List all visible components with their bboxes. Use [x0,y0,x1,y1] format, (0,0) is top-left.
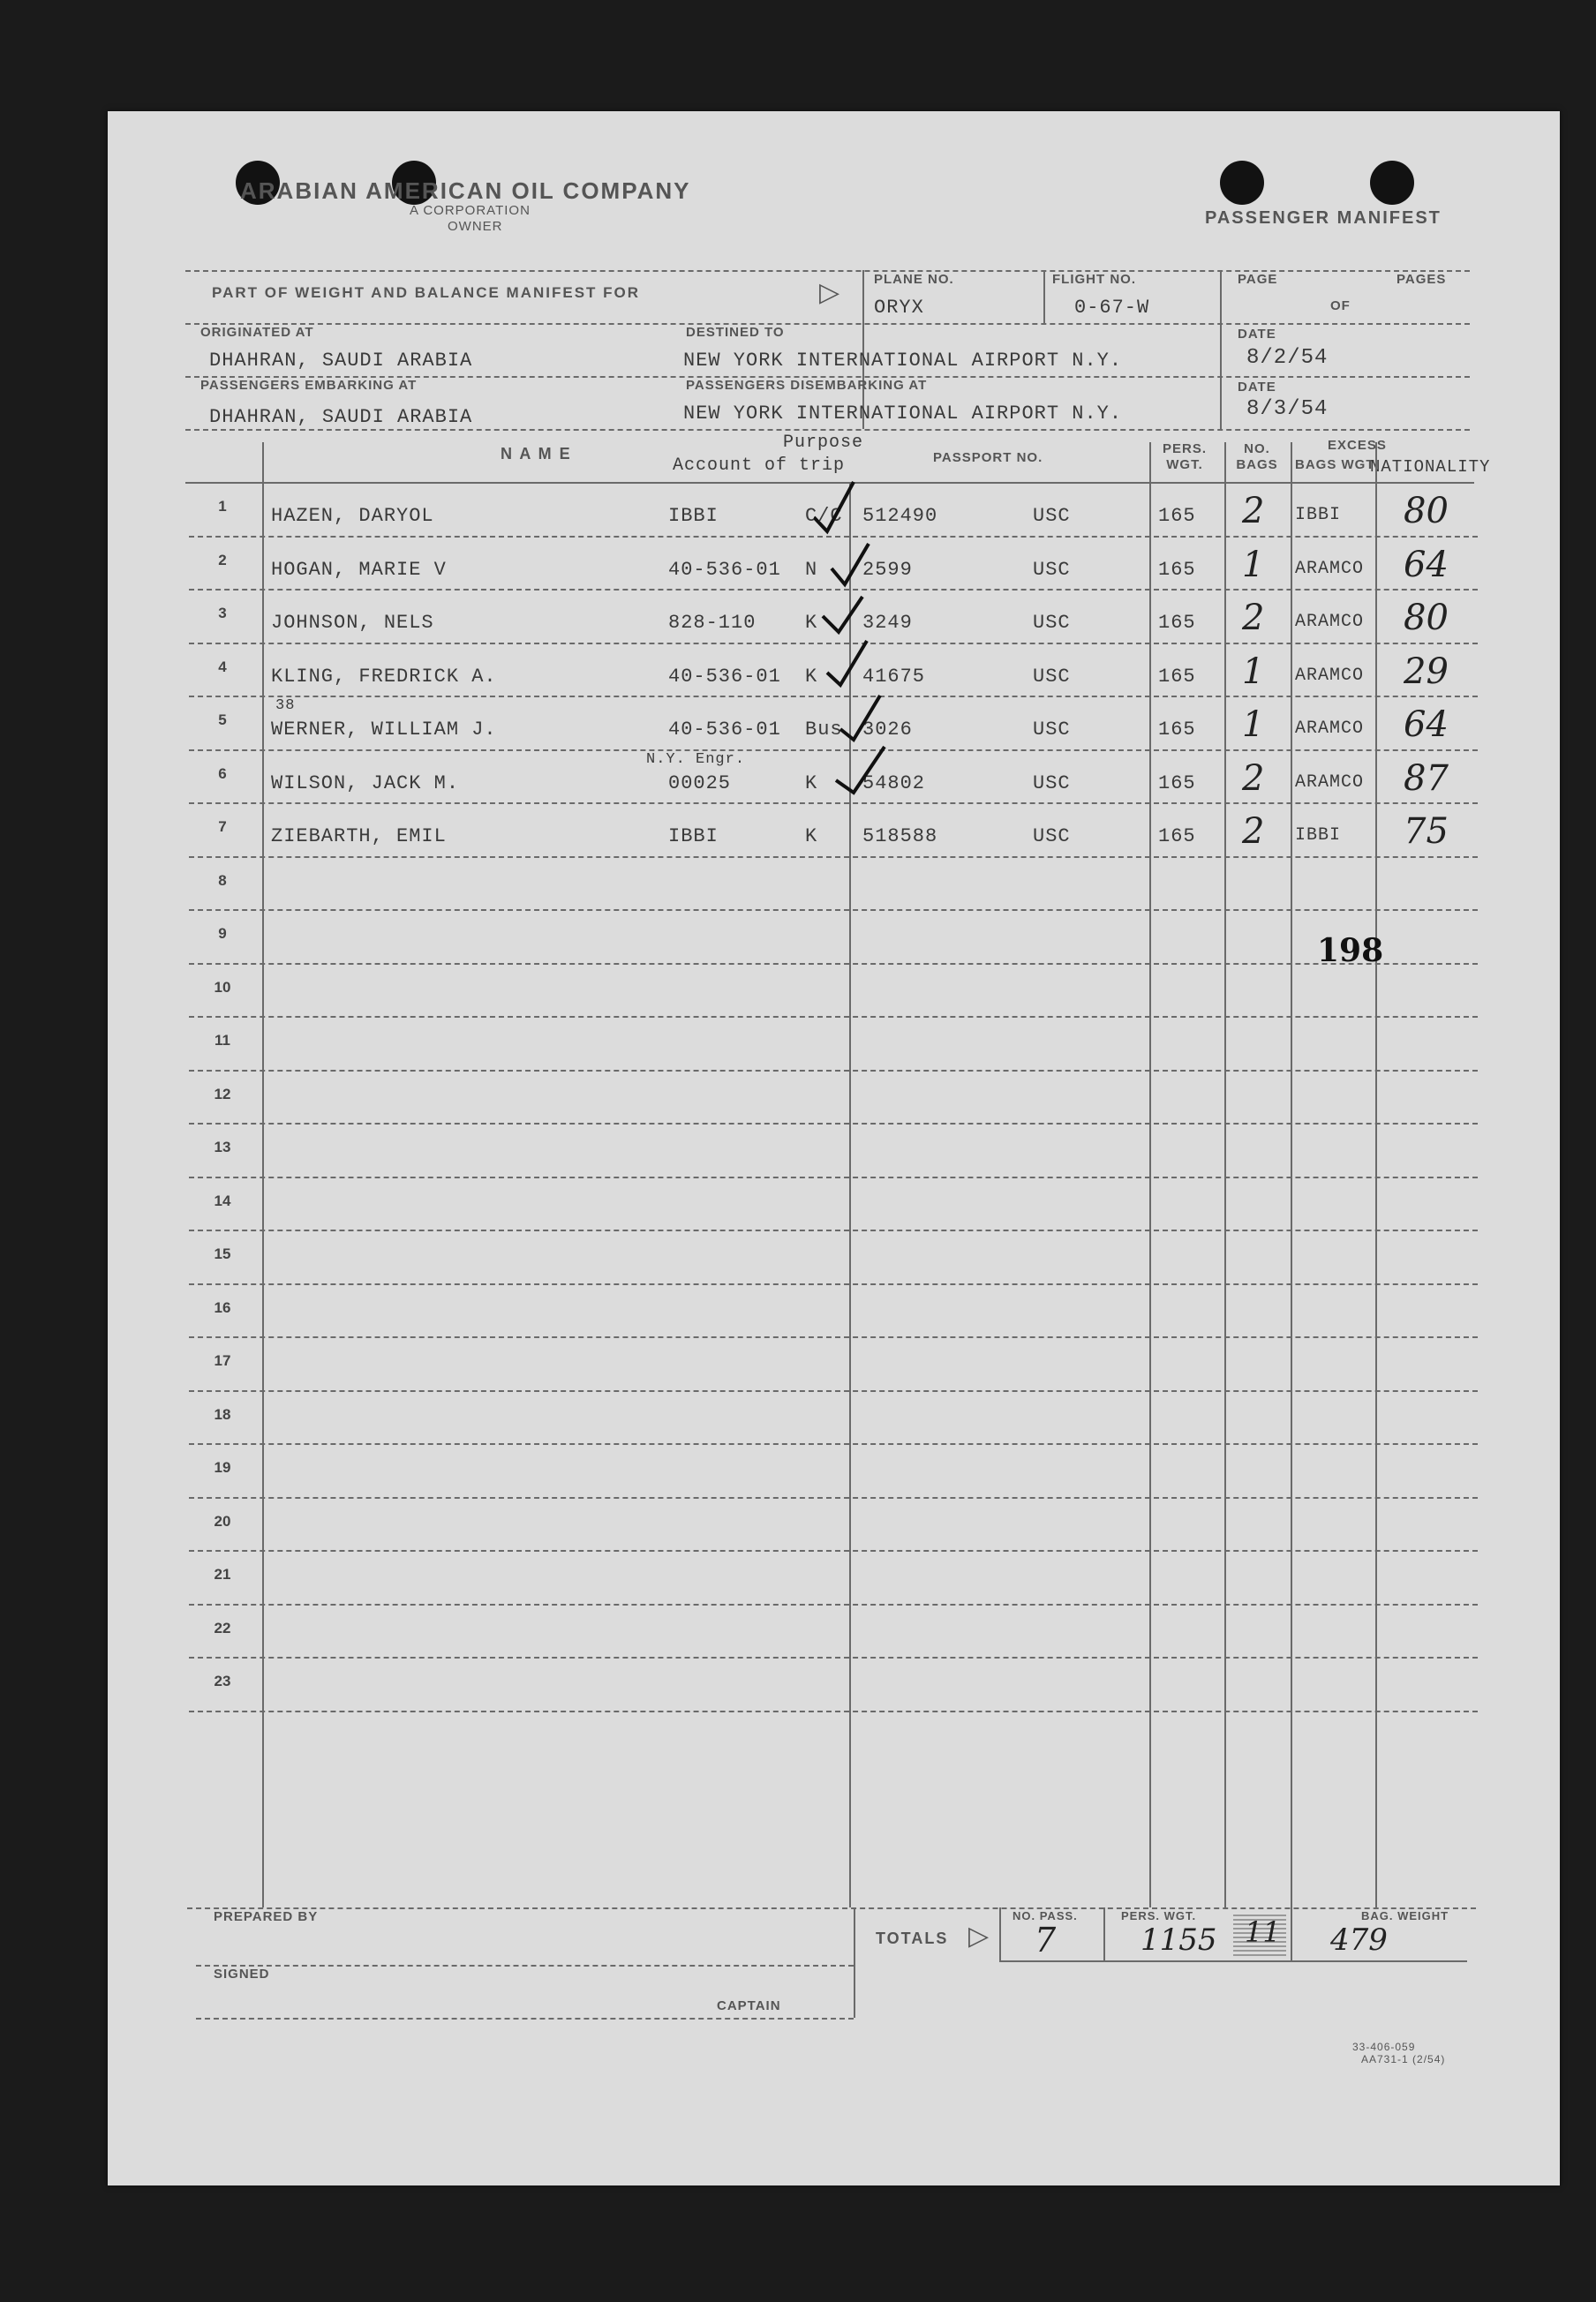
row-number: 14 [214,1192,231,1209]
of-label: OF [1330,298,1351,313]
pers-wgt-total-label: PERS. WGT. [1121,1909,1197,1922]
purpose-code: K [805,665,818,688]
row-number: 9 [218,925,227,942]
passenger-name: WERNER, WILLIAM J. [271,718,497,741]
pers-wgt: 165 [1158,558,1196,581]
nationality: USC [1033,771,1071,794]
row-rule [189,963,1478,965]
company-sub1: A CORPORATION [410,203,531,218]
bag-wgt: 29 [1404,651,1449,692]
passenger-name: WILSON, JACK M. [271,771,460,794]
row-rule [189,1657,1478,1659]
rule [1149,442,1151,1907]
checkmark [814,482,854,531]
row-number: 11 [215,1032,230,1049]
originated-label: ORIGINATED AT [200,325,314,340]
rule [1375,442,1377,1907]
bag-wgt: 80 [1404,598,1449,638]
row-rule [189,1283,1478,1285]
no-bags: 2 [1242,811,1265,852]
account-code: IBBI [668,505,719,527]
bag-org: ARAMCO [1295,558,1365,579]
no-bags: 1 [1242,544,1265,585]
captain-label: CAPTAIN [717,1998,781,2013]
row-rule [189,1336,1478,1338]
rule [1043,270,1045,323]
no-bags: 1 [1242,651,1265,692]
row-rule [189,1497,1478,1499]
passport-no: 518588 [862,825,938,847]
account-code: 40-536-01 [668,558,781,581]
rule [1291,442,1292,1907]
passenger-name: HOGAN, MARIE V [271,558,447,581]
row-number: 6 [218,764,227,782]
pers-wgt: 165 [1158,665,1196,688]
form-code-1: 33-406-059 [1352,2041,1416,2053]
account-code: 40-536-01 [668,665,781,688]
row-number: 8 [218,871,227,889]
row-number: 17 [214,1352,231,1369]
plane-no: ORYX [874,297,924,319]
form-code-2: AA731-1 (2/54) [1361,2053,1446,2065]
rule [1224,442,1226,1907]
col-nationality: NATIONALITY [1370,457,1491,477]
bag-wgt: 64 [1404,544,1449,585]
destined-value: NEW YORK INTERNATIONAL AIRPORT N.Y. [683,350,1123,372]
row-number: 23 [214,1673,231,1689]
company-name: ARABIAN AMERICAN OIL COMPANY [240,177,691,204]
punch-hole [1370,161,1414,205]
rule [1103,1907,1105,1960]
passport-no: 3249 [862,612,913,634]
rule [999,1907,1001,1960]
flight-no: 0-67-W [1074,297,1150,319]
pers-wgt: 165 [1158,771,1196,794]
no-bags: 2 [1242,491,1265,531]
no-bags: 2 [1242,598,1265,638]
purpose-code: C/C [805,505,843,527]
pers-wgt: 165 [1158,825,1196,847]
row-rule [189,909,1478,911]
row-number: 12 [214,1085,231,1102]
no-bags: 1 [1242,704,1265,745]
row-number: 21 [214,1566,231,1583]
account-code: 00025 [668,771,732,794]
nationality: USC [1033,665,1071,688]
no-bags: 2 [1242,757,1265,799]
row-number: 4 [218,658,227,675]
row-number: 10 [214,978,231,996]
nationality: USC [1033,612,1071,634]
purpose-code: K [805,825,818,847]
pers-wgt: 165 [1158,505,1196,527]
pers-wgt: 165 [1158,718,1196,741]
rule [196,1965,854,1967]
date-value-1: 8/2/54 [1246,346,1329,370]
nationality: USC [1033,558,1071,581]
bag-wgt: 64 [1404,704,1449,745]
row-rule [189,1443,1478,1445]
col-purpose: Purpose [783,433,864,453]
account-code: 828-110 [668,612,757,634]
pers-wgt: 165 [1158,612,1196,634]
row-number: 3 [218,605,227,621]
row-rule [189,1230,1478,1231]
rule [262,442,264,1907]
signed-label: SIGNED [214,1967,270,1982]
checkmark [823,597,862,632]
purpose-code: K [805,771,818,794]
date-label-2: DATE [1238,380,1276,395]
prepared-label: PREPARED BY [214,1909,319,1924]
bag-org: IBBI [1295,505,1342,525]
form-title: PASSENGER MANIFEST [1205,208,1442,228]
date-value-2: 8/3/54 [1246,397,1329,421]
no-pass-value: 7 [1035,1921,1057,1960]
col-no-bags: NO. BAGS [1236,441,1278,472]
rule [196,2018,854,2020]
passport-no: 41675 [862,665,926,688]
row-rule [189,1070,1478,1072]
manifest-sheet [108,111,1560,2185]
arrow-icon: ▷ [819,278,840,307]
bag-wgt: 87 [1404,757,1449,799]
row-number: 18 [214,1405,231,1423]
passport-no: 3026 [862,718,913,741]
originated-value: DHAHRAN, SAUDI ARABIA [209,350,473,372]
bag-org: IBBI [1295,825,1342,846]
row-number: 5 [218,711,227,728]
row-annotation: N.Y. Engr. [646,750,746,768]
row-number: 7 [218,818,227,835]
row-rule [189,1123,1478,1125]
row-number: 20 [214,1512,231,1530]
purpose-code: K [805,612,818,634]
disembark-value: NEW YORK INTERNATIONAL AIRPORT N.Y. [683,402,1123,425]
row-rule [189,1177,1478,1178]
passenger-name: JOHNSON, NELS [271,612,434,634]
no-pass-label: NO. PASS. [1013,1909,1078,1922]
bag-org: ARAMCO [1295,718,1365,739]
rule [1291,1907,1292,1960]
rule [999,1960,1467,1962]
disembark-label: PASSENGERS DISEMBARKING AT [686,378,928,393]
embark-label: PASSENGERS EMBARKING AT [200,378,418,393]
rule [854,1907,855,2018]
purpose-code: Bus [805,718,843,741]
bag-org: ARAMCO [1295,665,1365,686]
bag-weight-label: BAG. WEIGHT [1361,1909,1449,1922]
passport-no: 512490 [862,505,938,527]
nationality: USC [1033,505,1071,527]
passenger-name: KLING, FREDRICK A. [271,665,497,688]
bags-total: 11 [1245,1915,1281,1949]
rule [187,1907,1476,1909]
checkmark [832,544,869,584]
punch-hole [1220,161,1264,205]
row-annotation: 38 [275,697,296,714]
nationality: USC [1033,825,1071,847]
row-rule [189,1390,1478,1392]
col-name: N A M E [501,445,572,463]
flight-no-label: FLIGHT NO. [1052,272,1136,287]
page-label: PAGE [1238,272,1278,287]
row-number: 1 [218,498,227,515]
checkmark [827,641,867,685]
pages-label: PAGES [1396,272,1447,287]
checkmark [840,696,880,740]
pers-wgt-total: 1155 [1141,1922,1217,1958]
bag-org: ARAMCO [1295,612,1365,632]
col-bag-wgt: BAGS WGT [1295,457,1375,472]
row-number: 22 [214,1619,231,1636]
checkmark-column [814,464,920,870]
plane-no-label: PLANE NO. [874,272,954,287]
passport-no: 54802 [862,771,926,794]
passport-no: 2599 [862,558,913,581]
account-code: 40-536-01 [668,718,781,741]
purpose-code: N [805,558,818,581]
bag-wgt: 80 [1404,491,1449,531]
col-account: Account of trip [673,455,846,476]
rule [185,429,1470,431]
stamp-number: 198 [1317,932,1384,969]
bag-org: ARAMCO [1295,771,1365,793]
account-code: IBBI [668,825,719,847]
row-number: 2 [218,551,227,568]
bag-wgt: 75 [1404,811,1449,852]
passenger-name: ZIEBARTH, EMIL [271,825,447,847]
arrow-icon: ▷ [968,1922,990,1951]
col-passport: PASSPORT NO. [933,450,1043,465]
col-pers-wgt: PERS. WGT. [1162,441,1207,472]
bag-weight-total: 479 [1330,1922,1388,1958]
destined-label: DESTINED TO [686,325,785,340]
nationality: USC [1033,718,1071,741]
checkmark [836,747,885,793]
row-number: 13 [214,1139,231,1155]
row-number: 19 [214,1459,231,1476]
date-label: DATE [1238,327,1276,342]
part-of-label: PART OF WEIGHT AND BALANCE MANIFEST FOR [212,284,641,301]
company-sub2: OWNER [448,219,503,234]
row-rule [189,1711,1478,1712]
row-rule [189,1016,1478,1018]
passenger-name: HAZEN, DARYOL [271,505,434,527]
rule [1220,270,1222,429]
rule [185,323,1470,325]
row-number: 15 [214,1245,231,1262]
row-number: 16 [214,1298,231,1316]
row-rule [189,1550,1478,1552]
row-rule [189,1604,1478,1606]
totals-label: TOTALS [876,1930,949,1947]
embark-value: DHAHRAN, SAUDI ARABIA [209,406,473,428]
col-excess: EXCESS [1328,438,1387,453]
